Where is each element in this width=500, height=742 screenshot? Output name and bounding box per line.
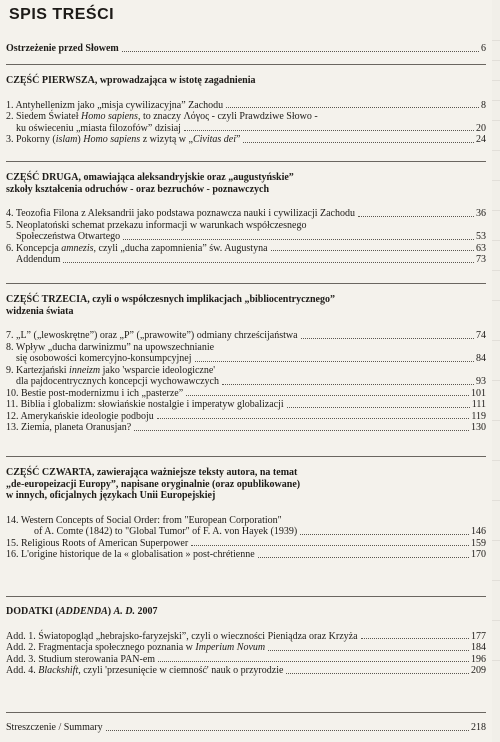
toc-entry-add2[interactable]: Add. 2. Fragmentacja społecznego poznania w Imperium Novum 184 xyxy=(6,642,486,653)
toc-entry-4[interactable]: 4. Teozofia Filona z Aleksandrii jako podstawa poznawcza nauki i cywilizacji Zachodu 36 xyxy=(6,208,486,219)
toc-entry-13[interactable]: 13. Ziemia, planeta Oranusjan? 130 xyxy=(6,422,486,433)
toc-entry-14[interactable]: 14. Western Concepts of Social Order: from "European Corporation" of A. Comte (1842) to "Global Tumor" of F. A. von Hayek (1939) 146 xyxy=(6,514,486,537)
toc-entry-2[interactable]: 2. Siedem Świateł Homo sapiens, to znaczy Λόγος - czyli Prawdziwe Słowo - ku oświeceniu „miasta filozofów” dzisiaj 20 xyxy=(6,111,486,134)
divider xyxy=(6,283,486,284)
toc-entry-addendum[interactable]: Addendum 73 xyxy=(16,254,486,265)
divider xyxy=(6,161,486,162)
toc-entry-12[interactable]: 12. Amerykańskie ideologie podboju 119 xyxy=(6,410,486,422)
part1-heading: CZĘŚĆ PIERWSZA, wprowadzająca w istotę zagadnienia xyxy=(6,75,256,86)
part3-heading-line2: widzenia świata xyxy=(6,305,74,317)
divider xyxy=(6,596,486,597)
part4-heading-line2: „de-europeizacji Europy”, napisane oryginalnie (oraz opublikowane) xyxy=(6,478,301,490)
part4-section xyxy=(6,467,486,561)
part2-section xyxy=(6,172,486,266)
divider xyxy=(6,712,486,713)
toc-entry-1[interactable]: 1. Antyhellenizm jako „misja cywilizacyjna” Zachodu 8 xyxy=(6,99,486,111)
part3-section xyxy=(6,294,486,434)
addenda-section xyxy=(6,606,486,677)
toc-entry-15[interactable]: 15. Religious Roots of American Superpower 159 xyxy=(6,537,486,549)
toc-entry-add3[interactable]: Add. 3. Studium sterowania PAN-em 196 xyxy=(6,653,486,665)
toc-entry-summary[interactable]: Streszczenie / Summary 218 xyxy=(6,722,486,733)
part2-heading: CZĘŚĆ DRUGA, omawiająca aleksandryjskie oraz „augustyńskie” xyxy=(6,172,294,183)
toc-entry-11[interactable]: 11. Biblia i globalizm: słowiańskie nostalgie i imperatyw globalizacji 111 xyxy=(6,399,486,410)
toc-entry-3[interactable]: 3. Pokorny (islam) Homo sapiens z wizytą w „Civitas dei” 24 xyxy=(6,134,486,145)
part1-section xyxy=(6,75,486,146)
toc-entry-9[interactable]: 9. Kartezjański inneizm jako 'wsparcie ideologiczne' dla pajdocentrycznych koncepcji wychowawczych 93 xyxy=(6,364,486,387)
toc-entry-7[interactable]: 7. „L” („lewoskrętne”) oraz „P” („prawowite”) odmiany chrześcijaństwa 74 xyxy=(6,330,486,341)
toc-entry-intro[interactable]: Ostrzeżenie przed Słowem 6 xyxy=(6,43,486,54)
part4-heading-line3: w innych, oficjalnych językach Unii Europejskiej xyxy=(6,490,216,501)
toc-entry-add1[interactable]: Add. 1. Światopogląd „hebrajsko-faryzejski”, czyli o wieczności Pieniądza oraz Krzyża 177 xyxy=(6,630,486,642)
toc-entry-5[interactable]: 5. Neoplatoński schemat przekazu informacji w warunkach współczesnego Społeczeństwa Otwartego 53 xyxy=(6,219,486,242)
divider xyxy=(6,64,486,65)
toc-entry-16[interactable]: 16. L'origine historique de la « globalisation » post-chrétienne 170 xyxy=(6,549,486,560)
toc-entry-8[interactable]: 8. Wpływ „ducha darwinizmu” na upowszechnianie się osobowości komercyjno-konsumpcyjnej 84 xyxy=(6,341,486,364)
part4-heading: CZĘŚĆ CZWARTA, zawierająca ważniejsze teksty autora, na temat xyxy=(6,467,298,478)
toc-entry-6[interactable]: 6. Koncepcja amnezis, czyli „ducha zapomnienia” św. Augustyna 63 xyxy=(6,242,486,254)
divider xyxy=(6,456,486,457)
addenda-heading: DODATKI (ADDENDA) A. D. 2007 xyxy=(6,606,158,617)
toc-entry-add4[interactable]: Add. 4. Blackshift, czyli 'przesunięcie w ciemność' nauk o przyrodzie 209 xyxy=(6,665,486,676)
part2-heading-line2: szkoły kształcenia odruchów - oraz bezruchów - poznawczych xyxy=(6,183,270,195)
intro-section xyxy=(6,43,486,55)
toc-entry-10[interactable]: 10. Bestie post-modernizmu i ich „pasterze” 101 xyxy=(6,387,486,399)
summary-section xyxy=(6,722,486,734)
page-title: SPIS TREŚCI xyxy=(9,6,115,23)
part3-heading: CZĘŚĆ TRZECIA, czyli o współczesnych implikacjach „bibliocentrycznego” xyxy=(6,294,335,305)
